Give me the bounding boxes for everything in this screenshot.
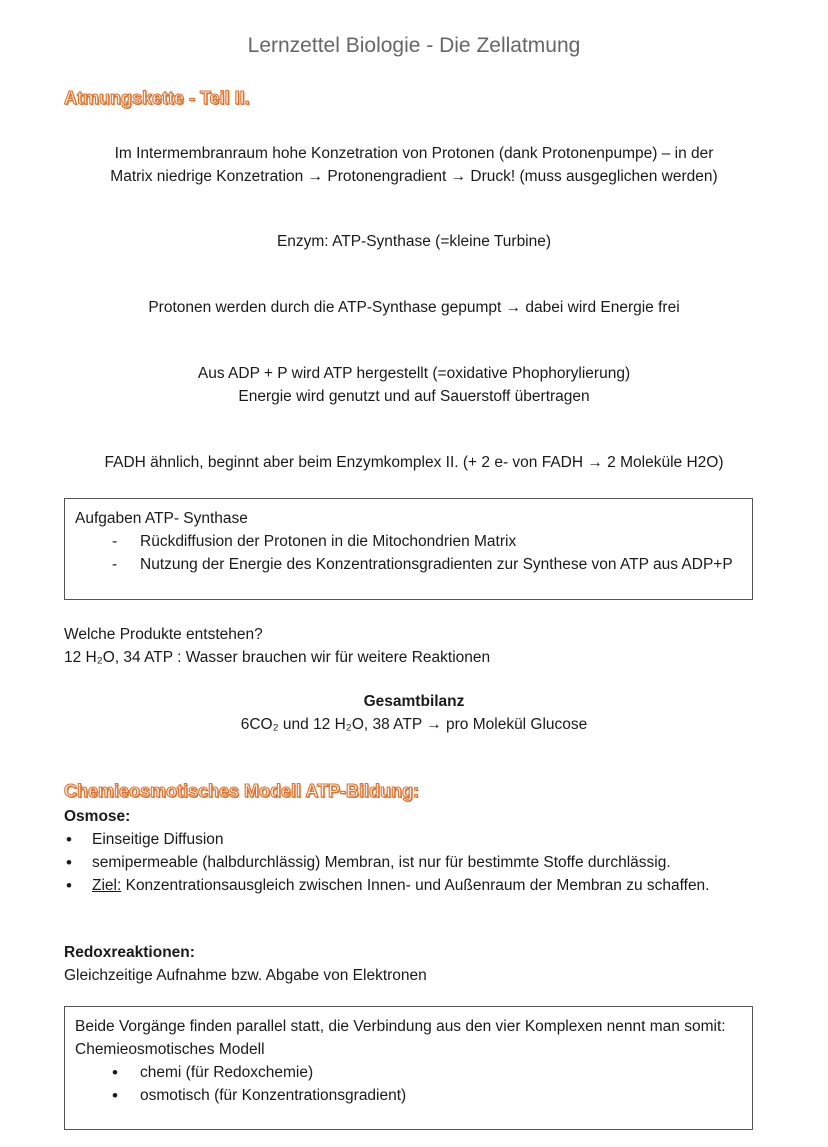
paragraph-line: Matrix niedrige Konzetration → Protonengradient → Druck! (muss ausgeglichen werden) [110, 168, 718, 185]
list-item: • osmotisch (für Konzentrationsgradient) [75, 1084, 742, 1107]
model-list [75, 1061, 742, 1107]
list-item: - Nutzung der Energie des Konzentrationsgradienten zur Synthese von ATP aus ADP+P [75, 553, 742, 576]
redox-heading: Redoxreaktionen: [64, 944, 195, 961]
balance-text: 6CO₂ und 12 H₂O, 38 ATP → pro Molekül Glucose [240, 716, 588, 733]
page-title: Lernzettel Biologie - Die Zellatmung [247, 34, 581, 57]
products-answer: 12 H₂O, 34 ATP : Wasser brauchen wir für weitere Reaktionen [64, 649, 491, 666]
list-item [64, 874, 764, 897]
box-aufgaben-atp-synthase [64, 498, 753, 600]
osmosis-heading: Osmose: [64, 808, 131, 825]
list-item: • semipermeable (halbdurchlässig) Membran, ist nur für bestimmte Stoffe durchlässig. [64, 851, 764, 874]
paragraph-intermembranraum [40, 142, 788, 188]
paragraph-enzym: Enzym: ATP-Synthase (=kleine Turbine) [276, 233, 552, 250]
osmosis-block [64, 805, 764, 897]
products-question: Welche Produkte entstehen? [64, 626, 263, 643]
list-item: - Rückdiffusion der Protonen in die Mitochondrien Matrix [75, 530, 742, 553]
paragraph-adp [40, 362, 788, 408]
balance-block [40, 690, 788, 736]
redox-block [64, 941, 764, 987]
section-heading-atmungskette: Atmungskette - Teil II. [64, 88, 250, 108]
paragraph-fadh: FADH ähnlich, beginnt aber beim Enzymkomplex II. (+ 2 e- von FADH → 2 Moleküle H2O) [104, 454, 724, 471]
paragraph-protonen: Protonen werden durch die ATP-Synthase gepumpt → dabei wird Energie frei [148, 299, 680, 316]
list-item: • Einseitige Diffusion [64, 828, 764, 851]
list-item: • chemi (für Redoxchemie) [75, 1061, 742, 1084]
products-block [64, 623, 764, 669]
redox-text: Gleichzeitige Aufnahme bzw. Abgabe von Elektronen [64, 967, 427, 984]
paragraph-line: Aus ADP + P wird ATP hergestellt (=oxidative Phophorylierung) [197, 365, 631, 382]
box-text: Beide Vorgänge finden parallel statt, die Verbindung aus den vier Komplexen nennt man somit: Chemieosmotisches Modell [75, 1018, 726, 1058]
section-heading-chemieosmotisch: Chemieosmotisches Modell ATP-Bildung: [64, 781, 420, 801]
box-chemieosmotisches-modell [64, 1006, 753, 1130]
goal-label: Ziel: [92, 877, 122, 894]
paragraph-line: Energie wird genutzt und auf Sauerstoff übertragen [238, 388, 590, 405]
task-list [75, 530, 742, 576]
balance-heading: Gesamtbilanz [363, 693, 465, 710]
osmosis-list [64, 828, 764, 897]
goal-text: Konzentrationsausgleich zwischen Innen- und Außenraum der Membran zu schaffen. [121, 877, 710, 894]
paragraph-line: Im Intermembranraum hohe Konzetration von Protonen (dank Protonenpumpe) – in der [114, 145, 714, 162]
box-heading: Aufgaben ATP- Synthase [75, 510, 248, 527]
